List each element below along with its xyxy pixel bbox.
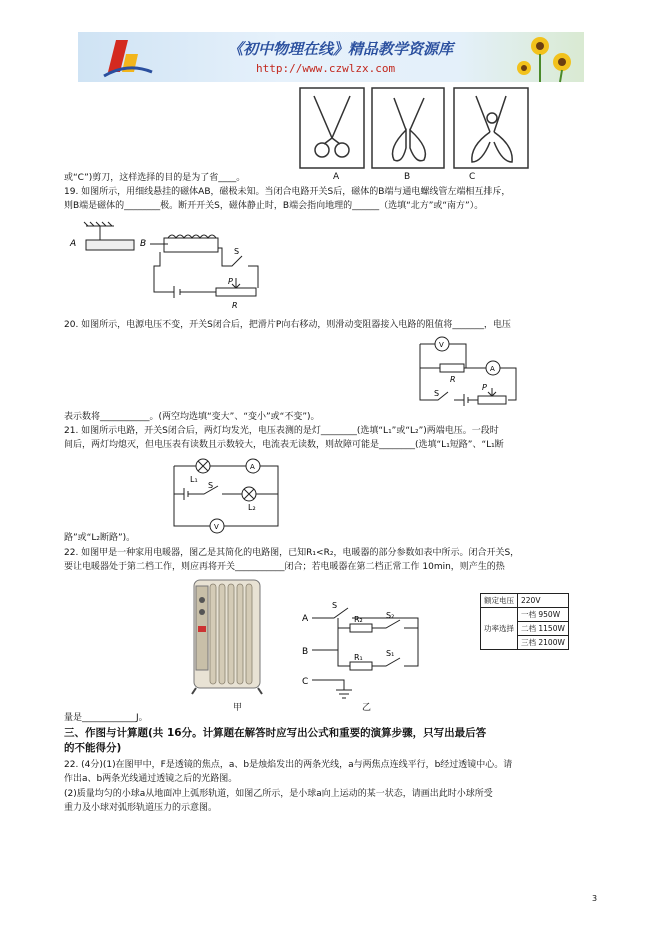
q22-label-s1: S₁ xyxy=(386,649,395,658)
q19-label-b: B xyxy=(140,239,147,249)
q22-label-b: B xyxy=(302,647,309,657)
logo-icon xyxy=(98,32,158,82)
q19-label-s: S xyxy=(234,247,240,256)
q19-label-r: R xyxy=(232,301,238,310)
power-label: 功率选择 xyxy=(481,608,518,650)
banner-title: 《初中物理在线》精品教学资源库 xyxy=(228,40,454,58)
q20-label-p: P xyxy=(482,383,487,392)
rated-voltage-value: 220V xyxy=(518,594,569,608)
heater-caption-jia: 甲 xyxy=(233,703,243,713)
circuit-caption-yi: 乙 xyxy=(362,703,372,713)
heater-spec-table xyxy=(480,593,569,650)
q20-label-s: S xyxy=(434,389,440,398)
q22b-line2: 重力及小球对弧形轨道压力的示意图。 xyxy=(64,803,218,813)
q22-label-a: A xyxy=(302,614,309,624)
power-row-3: 三档 2100W xyxy=(518,636,569,650)
q22b-line1: (2)质量均匀的小球a从地面冲上弧形轨道，如图乙所示，是小球a向上运动的某一状态，请画出此时小球所受 xyxy=(64,789,493,799)
q21-line3: 路”或“L₂断路”)。 xyxy=(64,533,136,543)
q22-label-r1: R₁ xyxy=(354,653,363,662)
header-banner xyxy=(78,32,584,82)
q22-label-s: S xyxy=(332,601,338,610)
q20-ammeter-label: A xyxy=(490,365,495,373)
q19-line1: 19. 如图所示，用细线悬挂的磁体AB，磁极未知。当闭合电路开关S后，磁体的B端与通电螺线管左端相互排斥， xyxy=(64,187,511,197)
q19-figure xyxy=(64,222,264,312)
q22-line2: 要让电暖器处于第二档工作，则应再将开关___________闭合；若电暖器在第二档正常工作 10min，则产生的热 xyxy=(64,562,505,572)
power-row-2: 二档 1150W xyxy=(518,622,569,636)
q20-label-r: R xyxy=(450,375,456,384)
section3-heading-line1: 三、作图与计算题(共 16分。计算题在解答时应写出公式和重要的演算步骤，只写出最后答 xyxy=(64,727,487,739)
q21-ammeter-label: A xyxy=(250,463,255,471)
q21-label-l2: L₂ xyxy=(248,503,256,512)
q18-tail: 或“C”)剪刀，这样选择的目的是为了省____。 xyxy=(64,173,246,183)
q21-line2: 间后，两灯均熄灭，但电压表有读数且示数较大，电流表无读数，则故障可能是________(选填“L₁短路”、“L₁断 xyxy=(64,440,504,450)
q21-line1: 21. 如图所示电路，开关S闭合后，两灯均发光，电压表测的是灯________(选填“L₁”或“L₂”)两端电压。一段时 xyxy=(64,426,499,436)
q21-voltmeter-label: V xyxy=(214,523,219,531)
scissors-figure xyxy=(298,88,538,168)
power-row-1: 一档 950W xyxy=(518,608,569,622)
q21-label-l1: L₁ xyxy=(190,475,198,484)
section3-heading-line2: 的不能得分) xyxy=(64,742,122,754)
scissors-label-a: A xyxy=(333,172,340,182)
q21-label-s: S xyxy=(208,481,214,490)
q22a-line1: 22. (4分)(1)在图甲中，F是透镜的焦点，a、b是烛焰发出的两条光线，a与两焦点连线平行，b经过透镜中心。请 xyxy=(64,760,513,770)
q20-line1: 20. 如图所示，电源电压不变，开关S闭合后，把滑片P向右移动，则滑动变阻器接入电路的阻值将_______，电压 xyxy=(64,320,511,330)
q21-figure xyxy=(166,456,306,536)
q22-circuit-figure xyxy=(294,598,434,708)
scissors-label-b: B xyxy=(404,172,411,182)
scissors-label-c: C xyxy=(469,172,476,182)
sunflower-icon xyxy=(510,32,580,82)
q22-label-s2: S₂ xyxy=(386,611,395,620)
q22-label-r2: R₂ xyxy=(354,615,363,624)
q22-line3: 量是____________J。 xyxy=(64,713,148,723)
q22a-line2: 作出a、b两条光线通过透镜之后的光路图。 xyxy=(64,774,238,784)
q19-label-a: A xyxy=(70,239,77,249)
q19-label-p: P xyxy=(228,277,233,286)
q20-voltmeter-label: V xyxy=(439,341,444,349)
banner-url: http://www.czwlzx.com xyxy=(256,62,396,75)
page-number: 3 xyxy=(592,894,598,903)
q22-line1: 22. 如图甲是一种家用电暖器，图乙是其简化的电路图，已知R₁<R₂，电暖器的部分参数如表中所示。闭合开关S， xyxy=(64,548,520,558)
q20-line2: 表示数将___________。(两空均选填“变大”、“变小”或“不变”)。 xyxy=(64,412,320,422)
rated-voltage-label: 额定电压 xyxy=(481,594,518,608)
q19-line2: 则B端是磁体的________极。断开开关S，磁体静止时，B端会指向地理的______（选填“北方”或“南方”）。 xyxy=(64,201,484,211)
heater-photo xyxy=(188,576,268,696)
q20-figure xyxy=(416,334,536,414)
q22-label-c: C xyxy=(302,677,309,687)
